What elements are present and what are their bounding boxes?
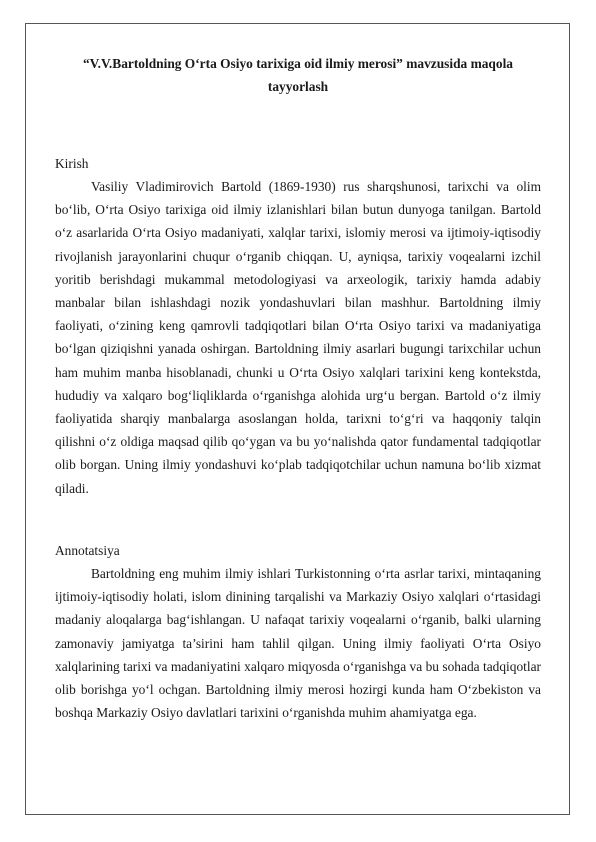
section-heading-annotatsiya: Annotatsiya (55, 543, 120, 558)
section-heading-kirish: Kirish (55, 156, 89, 171)
section-paragraph-kirish: Vasiliy Vladimirovich Bartold (1869-1930) rus sharqshunosi, tarixchi va olim bo‘lib, O‘rta Osiyo tarixiga oid ilmiy izlanishlari bilan butun dunyoga tanilgan. Bartold o‘z asarlarida O‘rta Osiyo madaniyati, xalqlar tarixi, islomiy merosi va ijtimoiy-iqtisodiy rivojlanish jarayonlarini chuqur o‘rganib chiqqan. U, ayniqsa, tarixiy voqealarni izchil yoritib berishdagi mukammal metodologiyasi va arxeologik, tarixiy hamda adabiy manbalar bilan ishlashdagi nozik yondashuvlari bilan mashhur. Bartoldning ilmiy faoliyati, o‘zining keng qamrovli tadqiqotlari bilan O‘rta Osiyo tarixi va madaniyatiga bo‘lgan qiziqishni yanada oshirgan. Bartoldning ilmiy asarlari bugungi tarixchilar uchun ham muhim manba hisoblanadi, chunki u O‘rta Osiyo xalqlari tarixini keng kontekstda, hududiy va xalqaro bog‘liqliklarda o‘rganishga alohida urg‘u bergan. Bartold o‘z ilmiy faoliyatida sharqiy manbalarga asoslangan holda, tarixni to‘g‘ri va haqqoniy talqin qilishni o‘z oldiga maqsad qilib qo‘ygan va bu yo‘nalishda qator fundamental tadqiqotlar olib borgan. Uning ilmiy yondashuvi ko‘plab tadqiqotchilar uchun namuna bo‘lib xizmat qiladi. (55, 179, 541, 496)
document-title: “V.V.Bartoldning O‘rta Osiyo tarixiga oid ilmiy merosi” mavzusida maqola tayyorlash (82, 56, 513, 94)
section-paragraph-annotatsiya: Bartoldning eng muhim ilmiy ishlari Turkistonning o‘rta asrlar tarixi, mintaqaning ijtimoiy-iqtisodiy holati, islom dinining tarqalishi va Markaziy Osiyo xalqlari o‘rtasidagi madaniy aloqalarga bag‘ishlangan. U nafaqat tarixiy voqealarni o‘rganib, balki ularning zamonaviy jamiyatga ta’sirini ham tahlil qilgan. Uning ilmiy faoliyati O‘rta Osiyo xalqlarining tarixi va madaniyatini xalqaro miqyosda o‘rganishga va bu sohada tadqiqotlar olib borishga yo‘l ochgan. Bartoldning ilmiy merosi hozirgi kunda ham O‘zbekiston va boshqa Markaziy Osiyo davlatlari tarixini o‘rganishda muhim ahamiyatga ega. (55, 566, 541, 721)
